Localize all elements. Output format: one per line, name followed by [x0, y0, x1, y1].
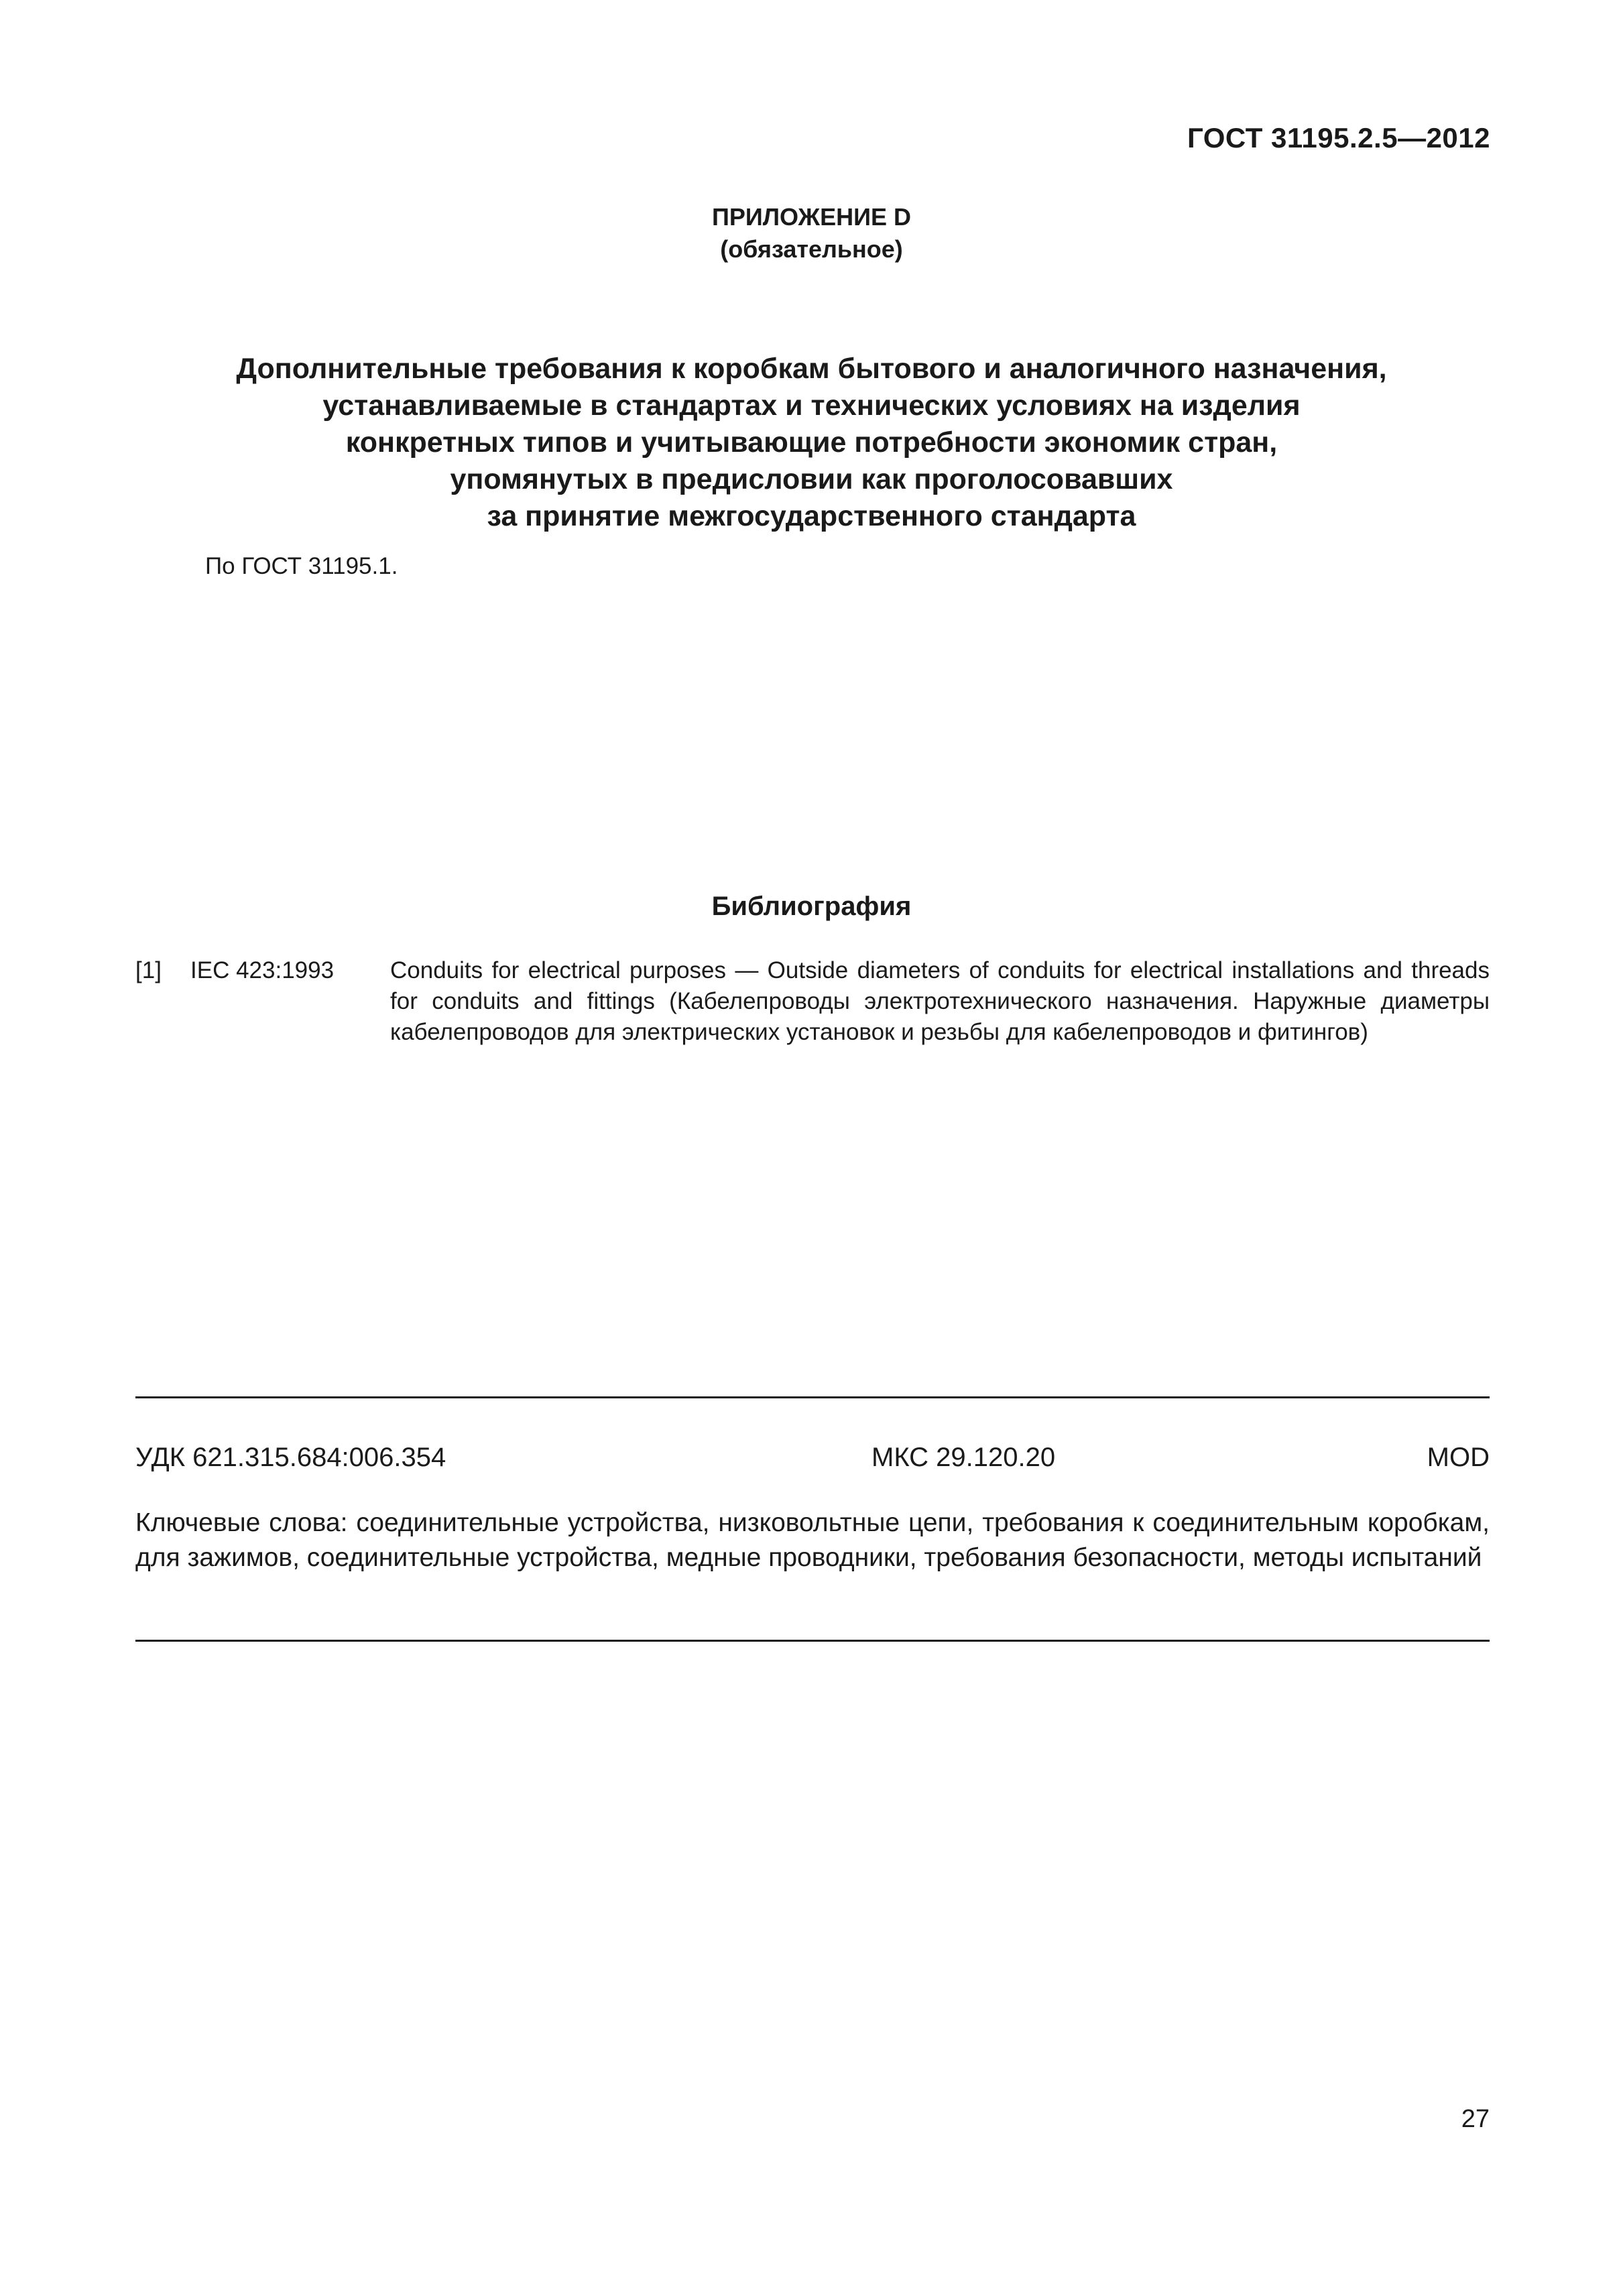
appendix-heading: [0, 201, 1623, 265]
reference-note: По ГОСТ 31195.1.: [205, 553, 398, 579]
udc-code: УДК 621.315.684:006.354: [135, 1443, 446, 1472]
bibliography-entry-number: [1]: [135, 957, 162, 983]
mod-label: MOD: [1427, 1443, 1490, 1472]
divider-top: [135, 1396, 1490, 1398]
appendix-label: ПРИЛОЖЕНИЕ D: [712, 203, 911, 231]
bibliography-entry-code: IEC 423:1993: [190, 957, 335, 983]
page-number: 27: [1461, 2105, 1490, 2133]
keywords-paragraph: Ключевые слова: соединительные устройства, низковольтные цепи, требования к соединительным коробкам, для зажимов, соединительные устройства, медные проводники, требования безопасности, методы испытаний: [135, 1508, 1490, 1572]
mks-code: МКС 29.120.20: [871, 1443, 1056, 1472]
appendix-title: [0, 351, 1623, 535]
bibliography-heading: Библиография: [711, 892, 912, 921]
document-code: ГОСТ 31195.2.5—2012: [1187, 122, 1490, 154]
bibliography-entry-text: Conduits for electrical purposes — Outside diameters of conduits for electrical installations and threads for conduits and fittings (Кабелепроводы электротехнического назначения. Наружные диаметры кабелепроводов для электрических установок и резьбы для кабелепроводов и фитингов): [390, 957, 1490, 1045]
title-line: конкретных типов и учитывающие потребности экономик стран,: [345, 426, 1278, 459]
title-line: за принятие межгосударственного стандарта: [487, 500, 1136, 532]
title-line: устанавливаемые в стандартах и технических условиях на изделия: [322, 389, 1301, 422]
divider-bottom: [135, 1640, 1490, 1642]
title-line: упомянутых в предисловии как проголосовавших: [450, 463, 1173, 495]
appendix-status: (обязательное): [720, 235, 903, 263]
title-line: Дополнительные требования к коробкам бытового и аналогичного назначения,: [236, 353, 1387, 385]
